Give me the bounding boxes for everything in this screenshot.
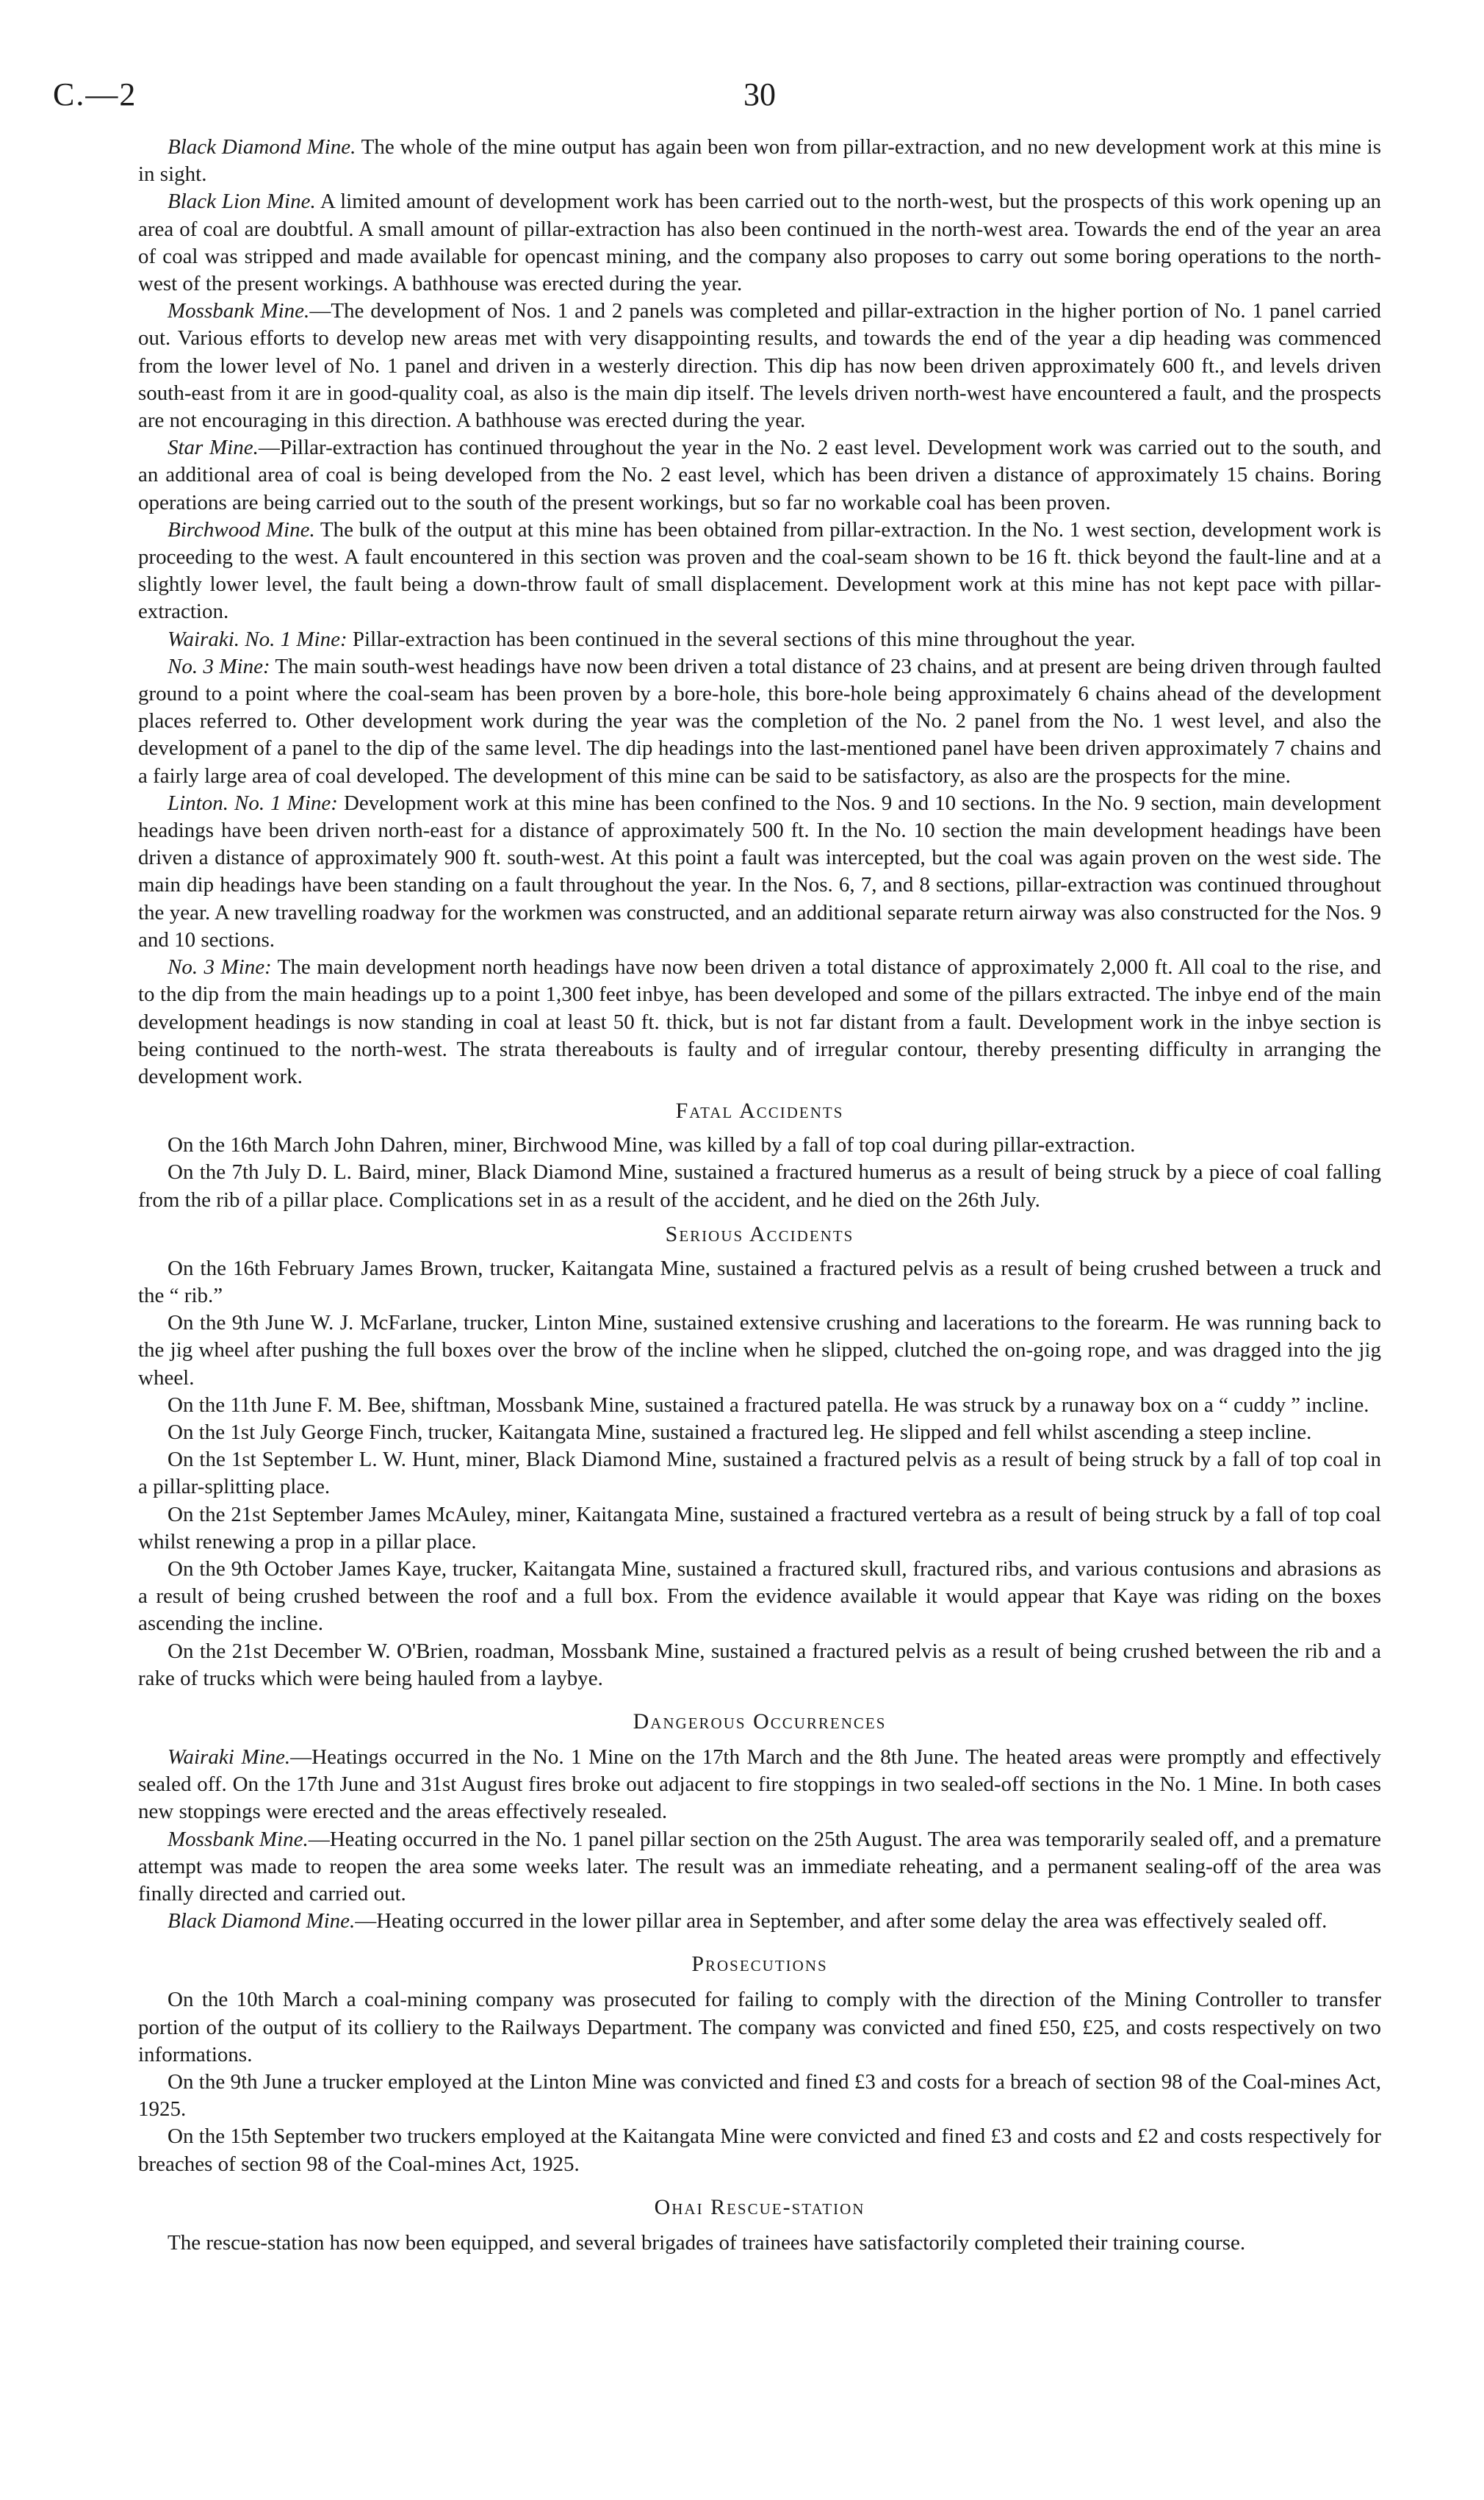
paragraph-text: The main south-west headings have now been driven a total distance of 23 chains, and at present are being driven through faulted ground to a point where the coal-seam has been proven by a bore-hole, this bore-hole being approximately 6 chains ahead of the development places referred to. Other development work during the year was the completion of the No. 2 panel from the No. 1 west level, and also the development of a panel to the dip of the same level. The dip headings into the last-mentioned panel have been driven approximately 7 chains and a fairly large area of coal developed. The development of this mine can be said to be satisfactory, as also are the prospects for the mine.	[138, 654, 1381, 788]
page-number: 30	[743, 76, 776, 112]
section-heading: Ohai Rescue-station	[654, 2194, 865, 2219]
paragraph: On the 10th March a coal-mining company was prosecuted for failing to comply with the direction of the Mining Controller to transfer portion of the output of its colliery to the Railways Department. The company was convicted and fined £50, £25, and costs respectively on two informations.	[138, 1988, 1381, 2066]
paragraph-text: —Heating occurred in the No. 1 panel pillar section on the 25th August. The area was temporarily sealed off, and a premature attempt was made to reopen the area some weeks later. The result was an immediate reheating, and a permanent sealing-off of the area was finally directed and carried out.	[138, 1827, 1381, 1905]
paragraph-text: The whole of the mine output has again been won from pillar-extraction, and no new development work at this mine is in sight.	[138, 135, 1381, 187]
paragraph: On the 16th March John Dahren, miner, Birchwood Mine, was killed by a fall of top coal during pillar-extraction.	[168, 1133, 1136, 1157]
paragraph-linton-no1	[138, 790, 1381, 954]
fatal-accidents-section	[138, 1098, 1381, 1214]
prosecutions-section	[138, 1951, 1381, 2177]
paragraph-text: —Heating occurred in the lower pillar area in September, and after some delay the area was effectively sealed off.	[355, 1909, 1328, 1933]
paragraph-lead: Birchwood Mine.	[168, 517, 315, 542]
paragraph-text: A limited amount of development work has been carried out to the north-west, but the prospects of this work opening up an area of coal are doubtful. A small amount of pillar-extraction has also been continued in the north-west area. Towards the end of the year an area of coal was stripped and made available for opencast mining, and the company also proposes to carry out some boring operations to the north-west of the present workings. A bathhouse was erected during the year.	[138, 190, 1381, 296]
paragraph: The rescue-station has now been equipped, and several brigades of trainees have satisfactorily completed their training course.	[168, 2230, 1246, 2255]
paragraph-lead: No. 3 Mine:	[168, 654, 270, 678]
section-heading: Prosecutions	[691, 1952, 828, 1977]
paragraph-wairaki-no3	[138, 653, 1381, 790]
serious-accidents-section	[138, 1221, 1381, 1692]
rescue-station-section	[138, 2194, 1381, 2257]
paragraph: On the 1st September L. W. Hunt, miner, Black Diamond Mine, sustained a fractured pelvis as a result of being struck by a fall of top coal in a pillar-splitting place.	[138, 1448, 1381, 1499]
mines-section	[138, 134, 1381, 1091]
section-heading: Serious Accidents	[665, 1221, 854, 1246]
paragraph-text: The main development north headings have now been driven a total distance of approximately 2,000 ft. All coal to the rise, and to the dip from the main headings up to a point 1,300 feet inbye, has been developed and some of the pillars extracted. The inbye end of the main development headings is now standing in coal at least 50 ft. thick, but is not far distant from a fault. Development work in the inbye section is being continued to the north-west. The strata thereabouts is faulty and of irregular contour, thereby presenting difficulty in arranging the development work.	[138, 955, 1381, 1088]
paragraph-text: —Heatings occurred in the No. 1 Mine on the 17th March and the 8th June. The heated areas were promptly and effectively sealed off. On the 17th June and 31st August fires broke out adjacent to fire stoppings in two sealed-off sections in the No. 1 Mine. In both cases new stoppings were erected and the areas effectively resealed.	[138, 1745, 1381, 1824]
paragraph-lead: Mossbank Mine.	[168, 299, 310, 323]
paragraph: On the 11th June F. M. Bee, shiftman, Mossbank Mine, sustained a fractured patella. He was struck by a runaway box on a “ cuddy ” incline.	[168, 1393, 1369, 1417]
paragraph: On the 9th October James Kaye, trucker, Kaitangata Mine, sustained a fractured skull, fractured ribs, and various contusions and abrasions as a result of being crushed between the roof and a full box. From the evidence available it would appear that Kaye was riding on the boxes ascending the incline.	[138, 1556, 1381, 1636]
paragraph: On the 9th June a trucker employed at the Linton Mine was convicted and fined £3 and costs for a breach of section 98 of the Coal-mines Act, 1925.	[138, 2070, 1381, 2122]
paragraph-lead: No. 3 Mine:	[168, 955, 272, 980]
paragraph-birchwood	[138, 517, 1381, 626]
paragraph: On the 1st July George Finch, trucker, Kaitangata Mine, sustained a fractured leg. He slipped and fell whilst ascending a steep incline.	[168, 1420, 1312, 1444]
dangerous-occurrences-section	[138, 1709, 1381, 1935]
page-header	[53, 76, 1381, 122]
section-heading: Fatal Accidents	[675, 1099, 844, 1124]
paragraph: On the 15th September two truckers employed at the Kaitangata Mine were convicted and fined £3 and costs and £2 and costs respectively for breaches of section 98 of the Coal-mines Act, 1925.	[138, 2124, 1381, 2176]
paragraph-text: —The development of Nos. 1 and 2 panels was completed and pillar-extraction in the higher portion of No. 1 panel carried out. Various efforts to develop new areas met with very disappointing results, and towards the end of the year a dip heading was commenced from the lower level of No. 1 panel and driven in a westerly direction. This dip has now been driven approximately 600 ft., and levels driven south-east from it are in good-quality coal, as also is the main dip itself. The levels driven north-west have encountered a fault, and the prospects are not encouraging in this direction. A bathhouse was erected during the year.	[138, 299, 1381, 433]
paragraph-lead: Star Mine.	[168, 436, 259, 460]
paragraph: On the 7th July D. L. Baird, miner, Black Diamond Mine, sustained a fractured humerus as a result of being struck by a piece of coal falling from the rib of a pillar place. Complications set in as a result of the accident, and he died on the 26th July.	[138, 1160, 1381, 1212]
paragraph-mossbank	[138, 298, 1381, 434]
paragraph	[138, 1744, 1381, 1826]
paragraph-black-lion	[138, 188, 1381, 298]
paragraph-text: —Pillar-extraction has continued throughout the year in the No. 2 east level. Development work was carried out to the south, and an additional area of coal is being developed from the No. 2 east level, which has been driven a distance of approximately 15 chains. Boring operations are being carried out to the south of the present workings, but so far no workable coal has been proven.	[138, 436, 1381, 514]
paragraph-lead: Black Lion Mine.	[168, 190, 316, 214]
paragraph-lead: Black Diamond Mine.	[168, 135, 356, 159]
paragraph-star	[138, 434, 1381, 517]
paragraph-text: Development work at this mine has been confined to the Nos. 9 and 10 sections. In the No. 9 section, main development headings have been driven north-east for a distance of approximately 500 ft. In the No. 10 section the main development headings have been driven a distance of approximately 900 ft. south-west. At this point a fault was intercepted, but the coal was again proven on the west side. The main dip headings have been standing on a fault throughout the year. In the Nos. 6, 7, and 8 sections, pillar-extraction was continued throughout the year. A new travelling roadway for the workmen was constructed, and an additional separate return airway was also constructed for the Nos. 9 and 10 sections.	[138, 791, 1381, 952]
paragraph-text: Pillar-extraction has been continued in the several sections of this mine throughout the year.	[347, 627, 1136, 651]
paragraph	[138, 1908, 1381, 1935]
paragraph-lead: Mossbank Mine.	[168, 1827, 309, 1851]
paragraph: On the 16th February James Brown, trucker, Kaitangata Mine, sustained a fractured pelvis as a result of being crushed between a truck and the “ rib.”	[138, 1256, 1381, 1307]
paragraph: On the 9th June W. J. McFarlane, trucker, Linton Mine, sustained extensive crushing and lacerations to the forearm. He was running back to the jig wheel after pushing the full boxes over the brow of the incline when he slipped, clutched the on-going rope, and was dragged into the jig wheel.	[138, 1311, 1381, 1390]
paragraph-black-diamond	[138, 134, 1381, 188]
section-heading: Dangerous Occurrences	[633, 1709, 887, 1734]
paragraph-lead: Linton. No. 1 Mine:	[168, 791, 338, 815]
paragraph-linton-no3	[138, 954, 1381, 1091]
paragraph-lead: Wairaki Mine.	[168, 1745, 291, 1769]
paragraph	[138, 1826, 1381, 1908]
paragraph-lead: Black Diamond Mine.	[168, 1909, 356, 1933]
report-code: C.—2	[53, 76, 137, 112]
paragraph-text: The bulk of the output at this mine has been obtained from pillar-extraction. In the No. 1 west section, development work is proceeding to the west. A fault encountered in this section was proven and the coal-seam shown to be 16 ft. thick beyond the fault-line and at a slightly lower level, the fault being a down-throw fault of small displacement. Development work at this mine has not kept pace with pillar-extraction.	[138, 517, 1381, 624]
paragraph: On the 21st December W. O'Brien, roadman, Mossbank Mine, sustained a fractured pelvis as a result of being crushed between the rib and a rake of trucks which were being hauled from a laybye.	[138, 1639, 1381, 1690]
paragraph-wairaki-no1	[138, 626, 1381, 653]
paragraph-lead: Wairaki. No. 1 Mine:	[168, 627, 347, 651]
paragraph: On the 21st September James McAuley, miner, Kaitangata Mine, sustained a fractured vertebra as a result of being struck by a fall of top coal whilst renewing a prop in a pillar place.	[138, 1502, 1381, 1553]
